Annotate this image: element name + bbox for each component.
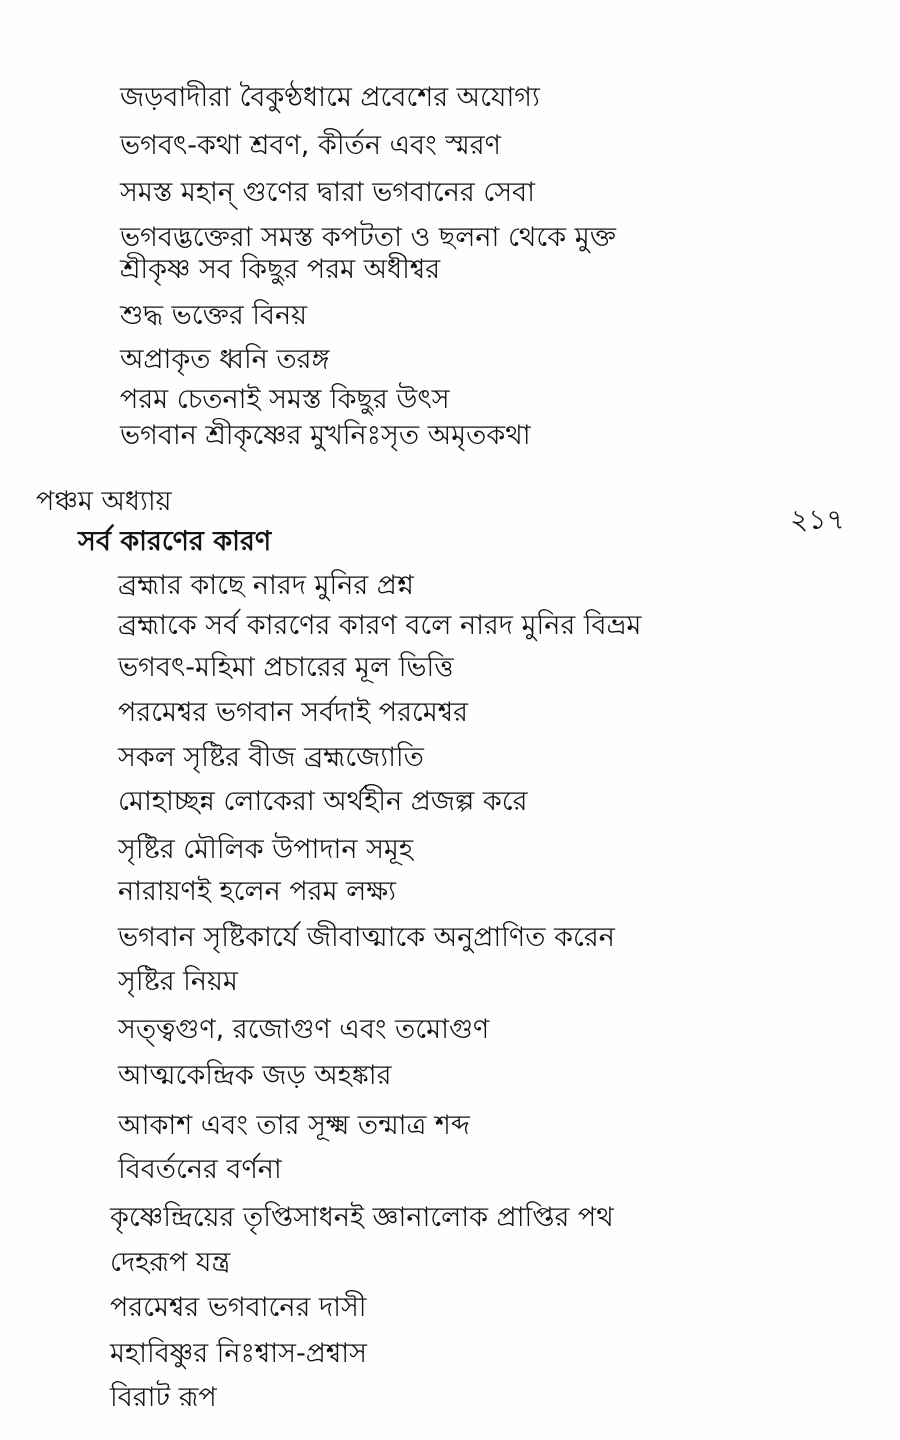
toc-entry: মহাবিষ্ণুর নিঃশ্বাস-প্রশ্বাস	[110, 1338, 367, 1369]
toc-entry: আকাশ এবং তার সূক্ষ্ম তন্মাত্র শব্দ	[118, 1110, 470, 1141]
toc-entry: পরমেশ্বর ভগবানের দাসী	[110, 1292, 367, 1323]
toc-entry: দেহরূপ যন্ত্র	[110, 1247, 231, 1278]
toc-entry: ভগবান সৃষ্টিকার্যে জীবাত্মাকে অনুপ্রাণিত করেন	[118, 922, 615, 953]
section-heading: সর্ব কারণের কারণ	[78, 526, 272, 557]
toc-entry: শুদ্ধ ভক্তের বিনয়	[120, 300, 308, 331]
toc-entry: সমস্ত মহান্ গুণের দ্বারা ভগবানের সেবা	[120, 177, 535, 208]
toc-entry: ভগবদ্ভক্তেরা সমস্ত কপটতা ও ছলনা থেকে মুক্ত	[120, 222, 616, 253]
toc-entry: ব্রহ্মাকে সর্ব কারণের কারণ বলে নারদ মুনির বিভ্রম	[118, 610, 642, 641]
toc-entry: জড়বাদীরা বৈকুণ্ঠধামে প্রবেশের অযোগ্য	[120, 82, 540, 113]
toc-entry: সৃষ্টির মৌলিক উপাদান সমূহ	[118, 834, 414, 865]
toc-entry: মোহাচ্ছন্ন লোকেরা অর্থহীন প্রজল্প করে	[118, 786, 528, 817]
toc-entry: ব্রহ্মার কাছে নারদ মুনির প্রশ্ন	[118, 570, 414, 601]
page-number: ২১৭	[790, 503, 845, 536]
toc-entry: ভগবান শ্রীকৃষ্ণের মুখনিঃসৃত অমৃতকথা	[120, 420, 531, 451]
toc-entry: পরম চেতনাই সমস্ত কিছুর উৎস	[120, 384, 450, 415]
toc-entry: সকল সৃষ্টির বীজ ব্রহ্মজ্যোতি	[118, 742, 424, 773]
toc-entry: সৃষ্টির নিয়ম	[118, 966, 238, 997]
toc-entry: বিবর্তনের বর্ণনা	[118, 1154, 282, 1185]
toc-entry: নারায়ণই হলেন পরম লক্ষ্য	[118, 876, 396, 907]
toc-entry: অপ্রাকৃত ধ্বনি তরঙ্গ	[120, 344, 330, 375]
toc-entry: ভগবৎ-মহিমা প্রচারের মূল ভিত্তি	[118, 652, 454, 683]
toc-entry: আত্মকেন্দ্রিক জড় অহঙ্কার	[118, 1060, 392, 1091]
toc-entry: সত্ত্বগুণ, রজোগুণ এবং তমোগুণ	[118, 1014, 490, 1045]
chapter-heading: পঞ্চম অধ্যায়	[36, 486, 172, 517]
toc-entry: কৃষ্ণেন্দ্রিয়ের তৃপ্তিসাধনই জ্ঞানালোক প্রাপ্তির পথ	[110, 1202, 614, 1233]
toc-entry: পরমেশ্বর ভগবান সর্বদাই পরমেশ্বর	[118, 697, 469, 728]
toc-entry: ভগবৎ-কথা শ্রবণ, কীর্তন এবং স্মরণ	[120, 130, 501, 161]
toc-entry: শ্রীকৃষ্ণ সব কিছুর পরম অধীশ্বর	[120, 254, 441, 285]
toc-entry: বিরাট রূপ	[110, 1382, 217, 1413]
